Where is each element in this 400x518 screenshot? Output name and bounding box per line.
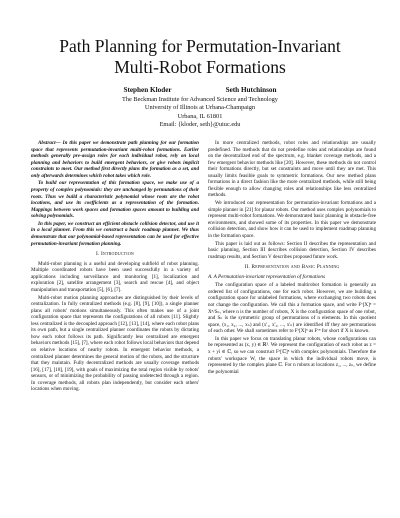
body-paragraph: In this paper we focus on translating planar robots, whose configurations can be represented as (x, y) ∈ ℝ². We represent the configuration of each robot as z = x + yi ∈ ℂ, so we can construct Fᵛ[ℂ]ⁿ with complex polynomials. Therefore the robots' workspace W, the space in which the individual robots move, is represented by the complex plane ℂ. For n robots at locations z₁, ..., zₙ, we define the polynomial — [208, 335, 376, 375]
section-heading: II. Representation and Basic Planning — [244, 264, 340, 271]
author-list — [0, 86, 400, 94]
subsection-heading: A. A Permutation-invariant representation of formations — [208, 273, 326, 280]
affiliation-line: University of Illinois at Urbana-Champaign — [144, 104, 256, 112]
affiliation-block — [0, 96, 400, 129]
left-column — [31, 140, 199, 394]
abstract-paragraph: To build our representation of this formation space, we make use of a property of complex polynomials: they are unchanged by permutations of their roots. Thus we build a characteristic polynomial whose roots are the robot locations, and use its coefficients as a representation of the formation. Mappings between work spaces and formation spaces amount to building and solving polynomials. — [31, 180, 199, 220]
right-column — [208, 140, 376, 376]
author-email: Email: {kloder, seth}@uiuc.edu — [159, 120, 241, 128]
affiliation-line: The Beckman Institute for Advanced Science and Technology — [122, 96, 278, 103]
body-paragraph: Multi-robot motion planning approaches are distinguished by their levels of centralization. In fully centralized methods (e.g. [8], [9], [10]), a single planner plans all robots' motions simultaneously. This often makes use of a joint configuration space that represents the configurations of all robots [11]. Slightly less centralized is the decoupled approach [12], [13], [14], where each robot plans its own path, but a single centralized planner coordinates the robots by dictating how each robot follows its path. Significantly less centralized are emergent behaviors methods [15], [7], where each robot follows local behaviors that depend on relative locations of nearby robots. In emergent behavior methods, a centralized planner determines the general motion of the robots, and the structure that they maintain. Fully decentralized methods are usually coverage methods [16], [17], [18], [19], with goals of maximizing the total region visible by robots' sensors, or of minimizing the probability of passing undetected through a region. In coverage methods, all robots plan independently, but consider each others' locations when moving. — [31, 294, 199, 393]
title-line: Multi-Robot Formations — [114, 57, 286, 77]
body-paragraph: This paper is laid out as follows: Section II describes the representation and basic planning, Section III describes collision detection, Section IV describes roadmap results, and Section V describes proposed future work. — [208, 240, 376, 260]
title-line: Path Planning for Permutation-Invariant — [59, 36, 341, 56]
abstract-paragraph: Abstract— In this paper we demonstrate path planning for our formation space that represents permutation-invariant multi-robot formations. Earlier methods generally pre-assign roles for each individual robot, rely on local planning and behaviors to build emergent behaviors, or give robots implicit constraints to meet. Our method first directly plans the formation as a set, and only afterwards determines which robot takes which role. — [31, 140, 199, 179]
body-paragraph: In more centralized methods, robot roles and relationships are usually predefined. The methods that do not predefine roles and relationships are found on the decentralized end of the spectrum, e.g. blanket coverage methods, and a few emergent behavior methods like [20]. However, these methods do not control their formations directly, but set constraints and move until they are met. This usually limits feasible goals to symmetric formations. Our new method plans formations in a direct fashion like the more centralized methods, while still being flexible enough to allow changing roles and relationships like less centralized methods. — [208, 140, 376, 199]
author-name: Seth Hutchinson — [225, 86, 277, 94]
body-paragraph: The configuration space of a labeled multirobot formation is generally an ordered list of configurations, one for each robot. However, we are building a configuration space for unlabeled formations, where exchanging two robots does not change the configuration. We call this a formation space, and write Fᵛ[X]ⁿ = Xⁿ/Sₙ, where n is the number of robots, X is the configuration space of one robot, and Sₙ is the symmetric group of permutations of n elements. In this quotient space, (x₁, x₂, ..., xₙ) and (x'₁, x'₂, ..., x'ₙ) are identified iff they are permutations of each other. We shall sometimes refer to Fᵛ[X]ⁿ as Fᵛⁿ for short if X is known. — [208, 282, 376, 335]
abstract-paragraph: In this paper, we construct an efficient obstacle collision detector, and use it in a local planner. From this we construct a basic roadmap planner. We thus demonstrate that our polynomial-based representation can be used for effective permutation-invariant formation planning. — [31, 220, 199, 247]
author-name: Stephen Kloder — [123, 86, 172, 94]
body-paragraph: Multi-robot planning is a useful and developing subfield of robot planning. Multiple coordinated robots have been used successfully in a variety of applications including surveillance and monitoring [1], localization and exploration [2], satellite arrangement [3], search and rescue [4], and object manipulation and transportation [5], [6], [7]. — [31, 260, 199, 293]
section-heading: I. Introduction — [95, 251, 135, 258]
body-paragraph: We introduced our representation for permutation-invariant formations and a simple planner in [21] for planar robots. Our method uses complex polynomials to represent multi-robot formations. We demonstrated basic planning in obstacle-free environments, and showed some of its properties. In this paper we demonstrate collision detection, and show how it can be used to implement roadmap planning in the formation space. — [208, 200, 376, 239]
affiliation-line: Urbana, IL 61801 — [177, 112, 223, 120]
paper-title — [0, 36, 400, 78]
